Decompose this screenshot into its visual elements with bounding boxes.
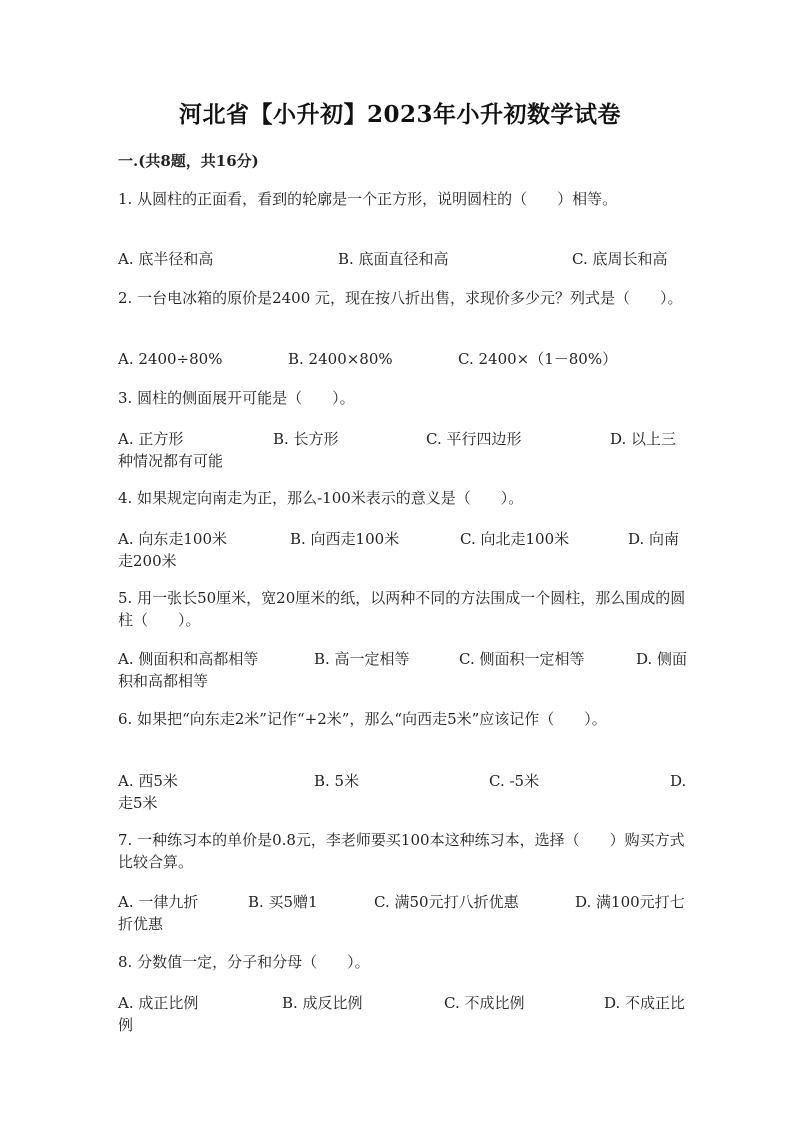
option-6a[interactable]: A. 西5米 xyxy=(118,772,178,790)
option-7b[interactable]: B. 买5赠1 xyxy=(248,893,318,911)
option-2a[interactable]: A. 2400÷80% xyxy=(118,350,223,368)
question-8: 8. 分数值一定，分子和分母（ ）。 xyxy=(118,953,370,971)
question-6: 6. 如果把“向东走2米”记作“+2米”，那么“向西走5米”应该记作（ ）。 xyxy=(118,710,607,728)
option-3c[interactable]: C. 平行四边形 xyxy=(426,430,522,448)
option-5b[interactable]: B. 高一定相等 xyxy=(314,650,410,668)
question-3: 3. 圆柱的侧面展开可能是（ ）。 xyxy=(118,389,355,407)
option-4b[interactable]: B. 向西走100米 xyxy=(290,530,400,548)
option-8d[interactable]: D. 不成正比例 xyxy=(118,994,686,1034)
option-6b[interactable]: B. 5米 xyxy=(314,772,360,790)
option-8a[interactable]: A. 成正比例 xyxy=(118,994,199,1012)
option-7a[interactable]: A. 一律九折 xyxy=(118,893,199,911)
option-8c[interactable]: C. 不成比例 xyxy=(444,994,525,1012)
option-3a[interactable]: A. 正方形 xyxy=(118,430,184,448)
question-7: 7. 一种练习本的单价是0.8元，李老师要买100本这种练习本，选择（ ）购买方式比较合算。 xyxy=(118,831,685,871)
question-1: 1. 从圆柱的正面看，看到的轮廓是一个正方形，说明圆柱的（ ）相等。 xyxy=(118,190,618,208)
option-1b[interactable]: B. 底面直径和高 xyxy=(338,250,449,268)
question-5: 5. 用一张长50厘米，宽20厘米的纸，以两种不同的方法围成一个圆柱，那么围成的圆柱（ ）。 xyxy=(118,589,686,629)
option-4c[interactable]: C. 向北走100米 xyxy=(460,530,570,548)
option-8b[interactable]: B. 成反比例 xyxy=(282,994,363,1012)
option-3d[interactable]: D. 以上三种情况都有可能 xyxy=(118,430,677,470)
question-4: 4. 如果规定向南走为正，那么-100米表示的意义是（ ）。 xyxy=(118,489,524,507)
option-1c[interactable]: C. 底周长和高 xyxy=(572,250,668,268)
option-7c[interactable]: C. 满50元打八折优惠 xyxy=(374,893,519,911)
question-2: 2. 一台电冰箱的原价是2400 元，现在按八折出售，求现价多少元？列式是（ ）。 xyxy=(118,289,683,307)
option-5a[interactable]: A. 侧面积和高都相等 xyxy=(118,650,259,668)
option-2c[interactable]: C. 2400×（1－80%） xyxy=(458,350,618,368)
option-2b[interactable]: B. 2400×80% xyxy=(288,350,393,368)
option-3b[interactable]: B. 长方形 xyxy=(273,430,339,448)
option-5d[interactable]: D. 侧面积和高都相等 xyxy=(118,650,688,690)
option-6c[interactable]: C. -5米 xyxy=(489,772,540,790)
option-7d[interactable]: D. 满100元打七折优惠 xyxy=(118,893,685,933)
option-1a[interactable]: A. 底半径和高 xyxy=(118,250,214,268)
section-heading: 一.(共8题，共16分) xyxy=(118,152,259,170)
option-6d[interactable]: D. 走5米 xyxy=(118,772,687,812)
option-5c[interactable]: C. 侧面积一定相等 xyxy=(459,650,585,668)
option-4d[interactable]: D. 向南走200米 xyxy=(118,530,680,570)
page-title: 河北省【小升初】2023年小升初数学试卷 xyxy=(178,101,621,128)
option-4a[interactable]: A. 向东走100米 xyxy=(118,530,227,548)
